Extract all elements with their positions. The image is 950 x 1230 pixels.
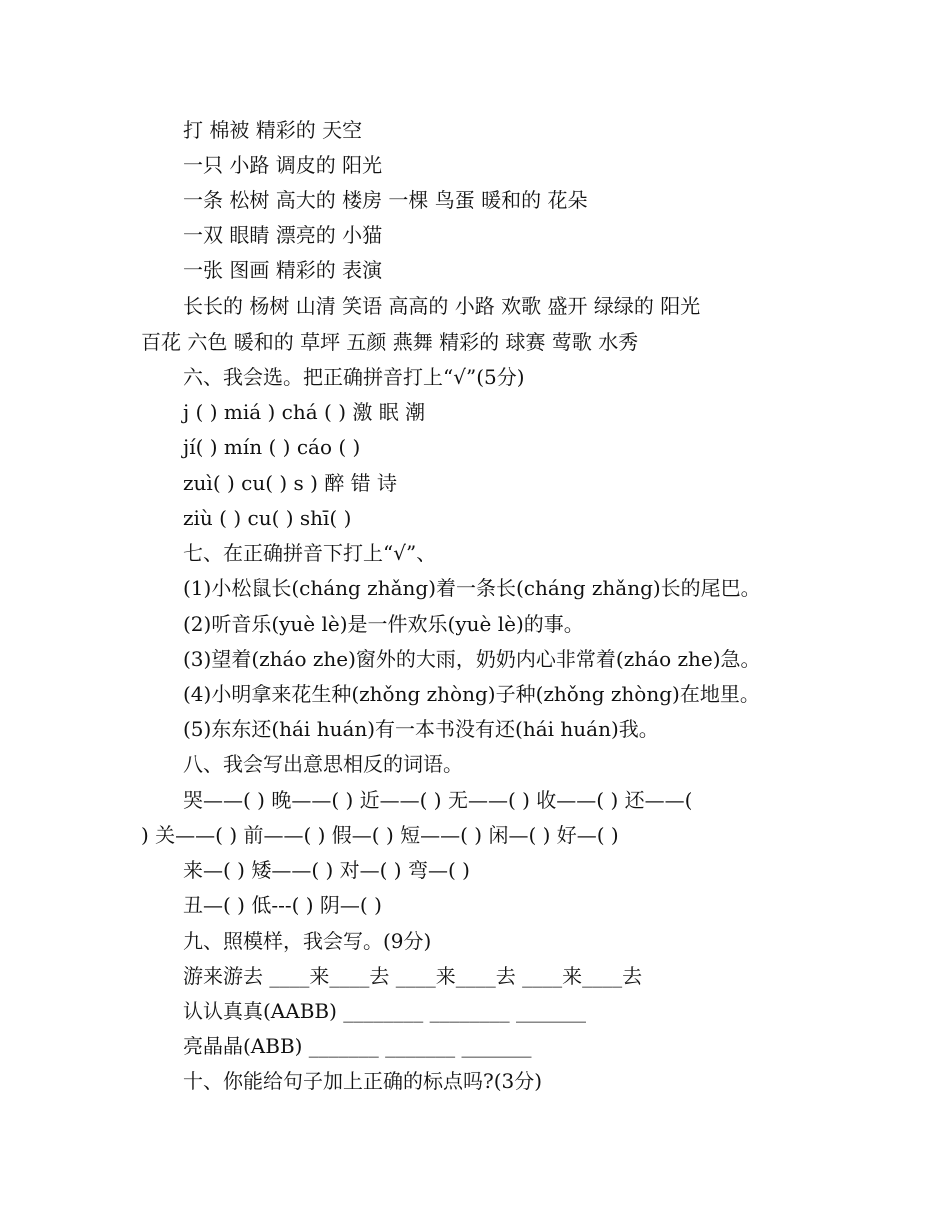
- text-line: 来—( ) 矮——( ) 对—( ) 弯—( ): [183, 858, 470, 882]
- text-line: (2)听音乐(yuè lè)是一件欢乐(yuè lè)的事。: [183, 612, 584, 636]
- section-heading: 八、我会写出意思相反的词语。: [183, 752, 463, 776]
- text-line: 哭——( ) 晚——( ) 近——( ) 无——( ) 收——( ) 还——(: [183, 788, 693, 812]
- section-heading: 九、照模样，我会写。(9分): [183, 929, 432, 953]
- text-line: 游来游去 ____来____去 ____来____去 ____来____去: [183, 964, 643, 988]
- section-heading: 十、你能给句子加上正确的标点吗?(3分): [183, 1069, 543, 1093]
- text-line: 一张 图画 精彩的 表演: [183, 258, 383, 282]
- text-line: ) 关——( ) 前——( ) 假—( ) 短——( ) 闲—( ) 好—( ): [141, 823, 619, 847]
- text-line: 亮晶晶(ABB) _______ _______ _______: [183, 1034, 532, 1058]
- text-line: j ( ) miá ) chá ( ) 激 眠 潮: [183, 400, 426, 424]
- text-line: 一只 小路 调皮的 阳光: [183, 153, 383, 177]
- text-line: 长长的 杨树 山清 笑语 高高的 小路 欢歌 盛开 绿绿的 阳光: [183, 294, 701, 318]
- text-line: jí( ) mín ( ) cáo ( ): [183, 435, 361, 459]
- text-line: ziù ( ) cu( ) shī( ): [183, 506, 352, 530]
- text-line: 一条 松树 高大的 楼房 一棵 鸟蛋 暖和的 花朵: [183, 188, 588, 212]
- text-line: (3)望着(zháo zhe)窗外的大雨，奶奶内心非常着(zháo zhe)急。: [183, 647, 761, 671]
- text-line: (1)小松鼠长(cháng zhǎng)着一条长(cháng zhǎng)长的尾巴。: [183, 576, 761, 600]
- text-line: (4)小明拿来花生种(zhǒng zhòng)子种(zhǒng zhòng)在地里。: [183, 682, 760, 706]
- text-line: zuì( ) cu( ) s ) 醉 错 诗: [183, 471, 398, 495]
- text-line: 百花 六色 暖和的 草坪 五颜 燕舞 精彩的 球赛 莺歌 水秀: [141, 330, 639, 354]
- section-heading: 六、我会选。把正确拼音打上“√”(5分): [183, 365, 525, 389]
- text-line: (5)东东还(hái huán)有一本书没有还(hái huán)我。: [183, 717, 659, 741]
- section-heading: 七、在正确拼音下打上“√”、: [183, 541, 437, 565]
- text-line: 丑—( ) 低---( ) 阴—( ): [183, 893, 382, 917]
- text-line: 一双 眼睛 漂亮的 小猫: [183, 223, 383, 247]
- text-line: 认认真真(AABB) ________ ________ _______: [183, 999, 586, 1023]
- text-line: 打 棉被 精彩的 天空: [183, 118, 363, 142]
